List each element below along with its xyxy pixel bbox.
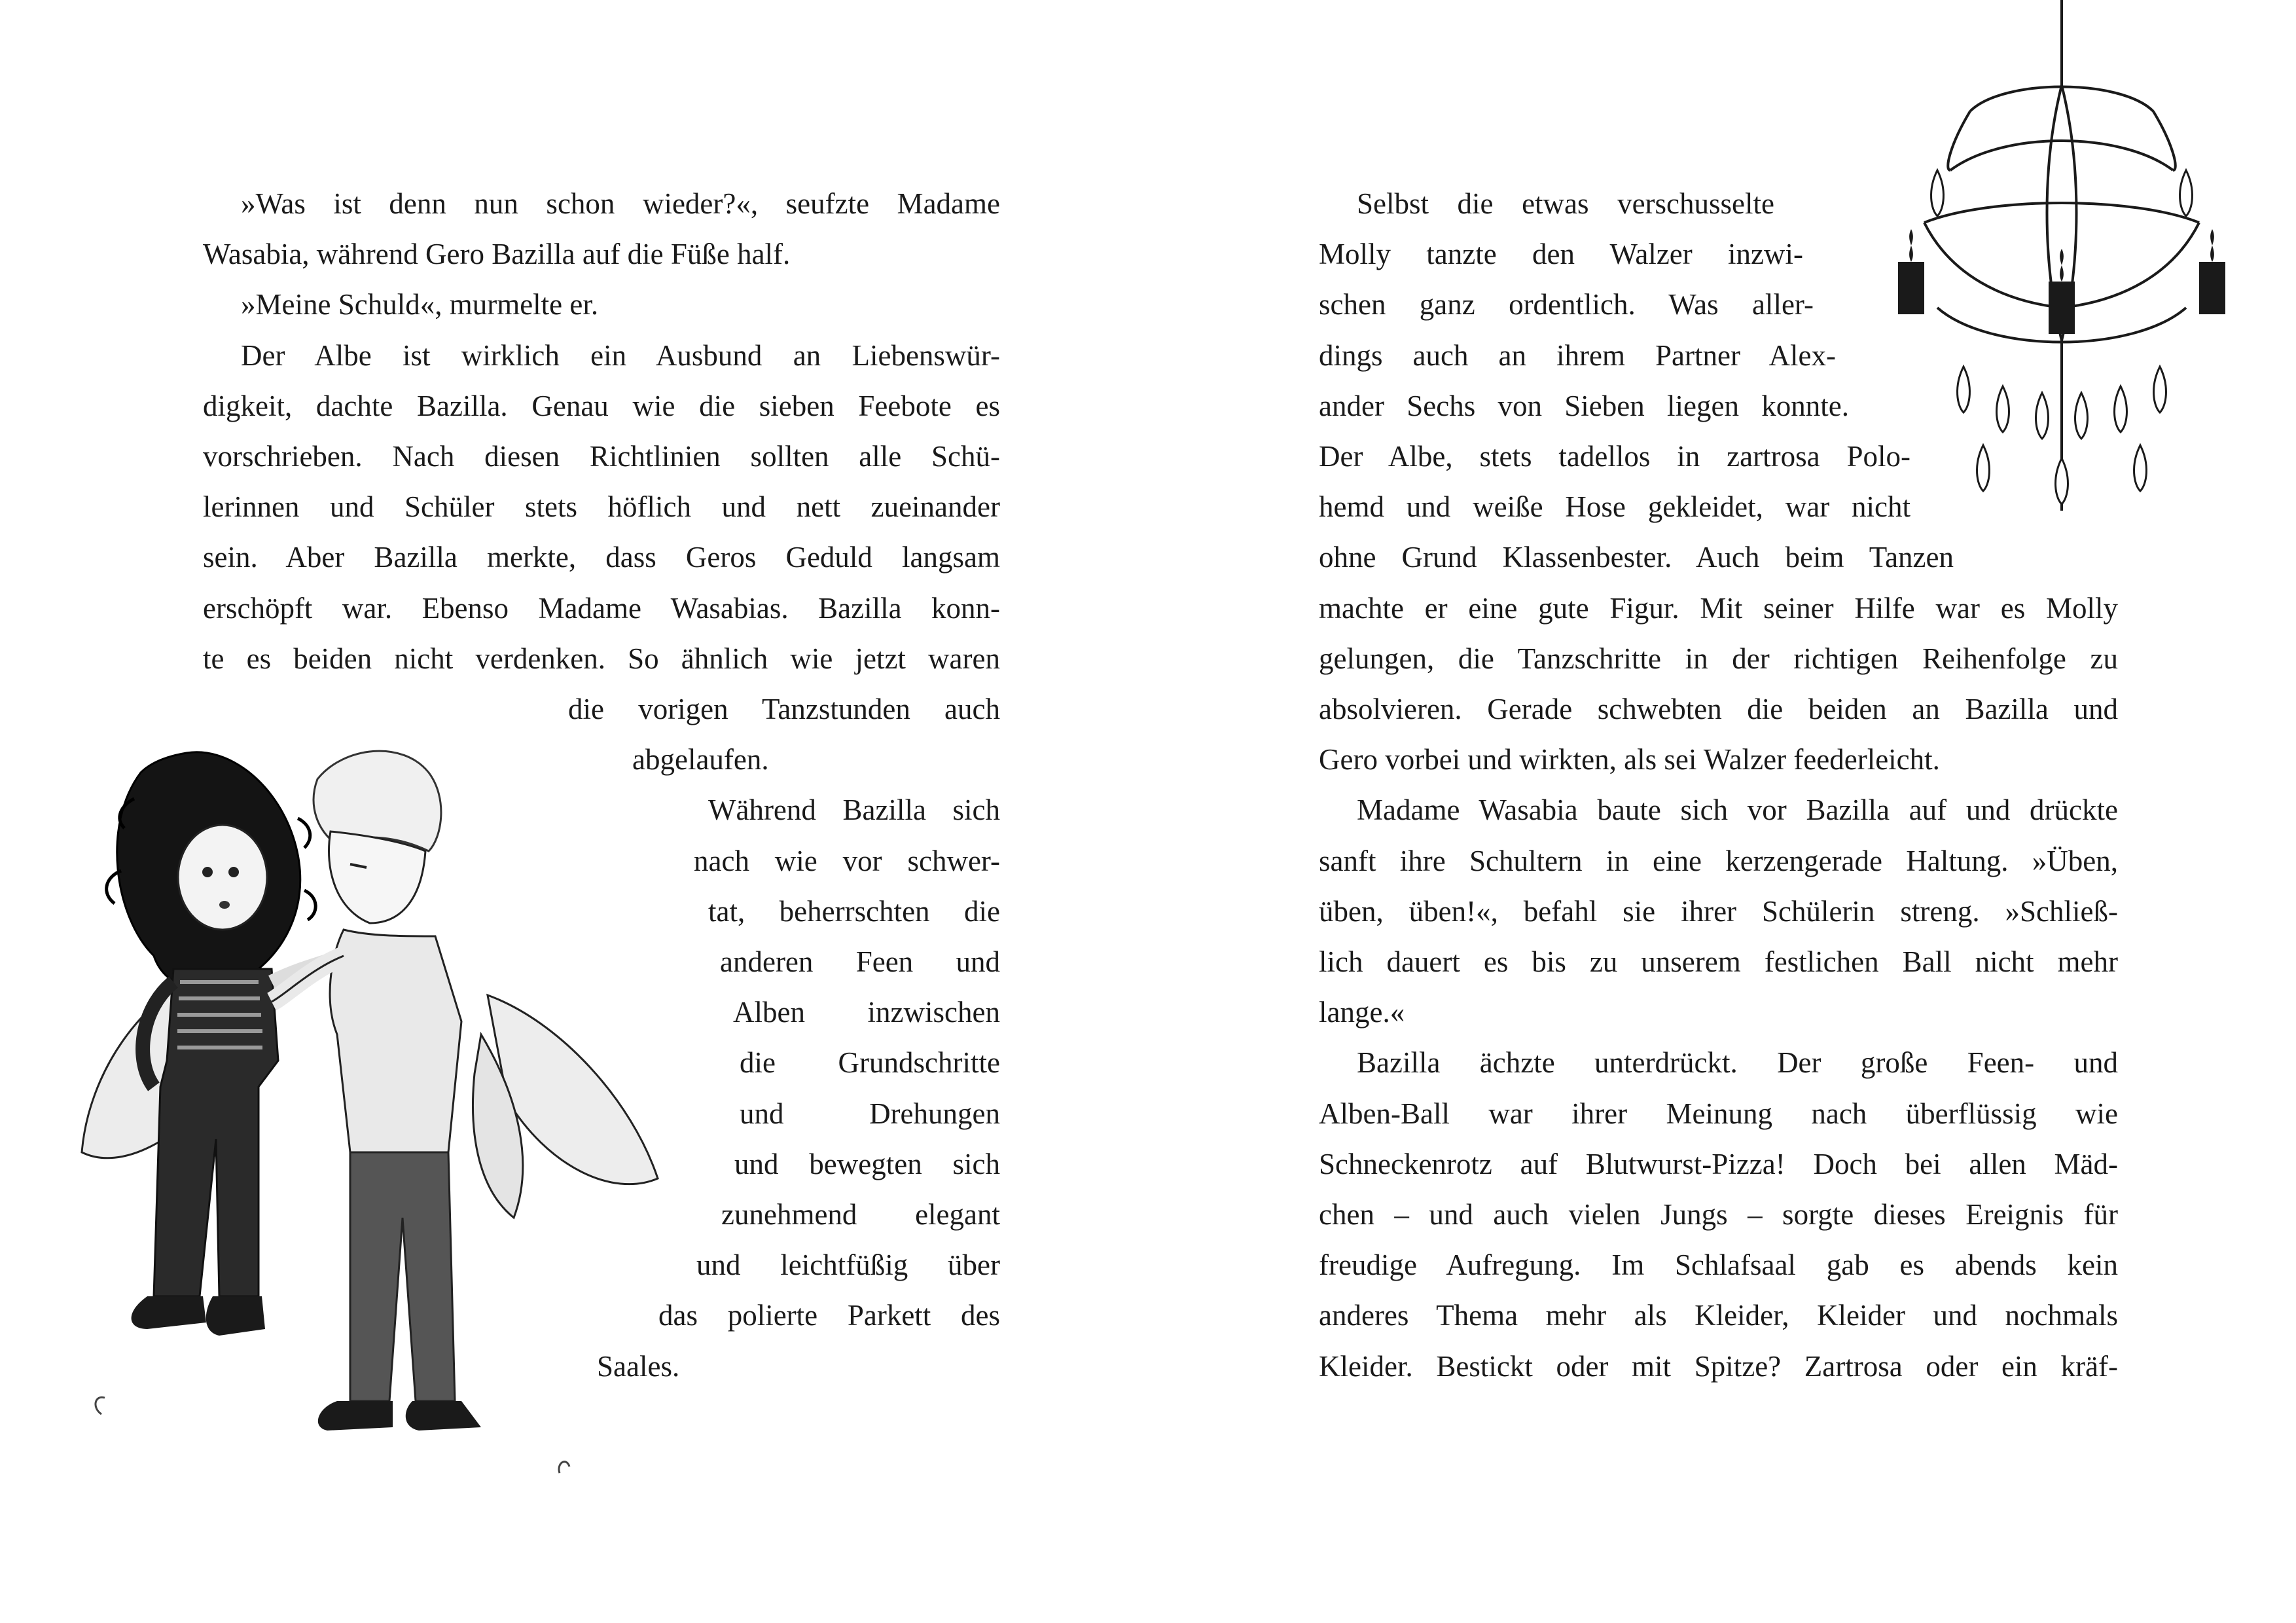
body-text-line: ohne Grund Klassenbester. Auch beim Tanzen [1319,541,1954,574]
body-text-line: Gero vorbei und wirkten, als sei Walzer feederleicht. [1319,743,1940,776]
body-text-line: und Drehungen [740,1097,1000,1130]
body-text-line: das polierte Parkett des [658,1299,1000,1332]
body-text-line: Molly tanzte den Walzer inzwi- [1319,238,1803,271]
body-text-line: Wasabia, während Gero Bazilla auf die Füße half. [203,238,791,271]
body-text-line: gelungen, die Tanzschritte in der richtigen Reihenfolge zu [1319,642,2118,675]
body-text-line: Saales. [597,1349,680,1383]
body-text-line: »Meine Schuld«, murmelte er. [241,288,599,321]
body-text-line: die vorigen Tanzstunden auch [568,693,1000,725]
body-text-line: sanft ihre Schultern in eine kerzengerade Haltung. »Üben, [1319,844,2118,877]
chandelier-illustration [1872,0,2238,570]
dancing-fairy-couple-illustration [62,720,704,1565]
body-text-line: lerinnen und Schüler stets höflich und nett zueinander [203,490,1000,524]
body-text-line: ander Sechs von Sieben liegen konnte. [1319,389,1849,422]
body-text-line: Der Albe ist wirklich ein Ausbund an Liebenswür- [241,338,1000,372]
body-text-line: tat, beherrschten die [708,894,1000,928]
body-text-line: anderen Feen und [720,945,1000,978]
body-text-line: digkeit, dachte Bazilla. Genau wie die sieben Feebote es [203,389,1000,422]
body-text-line: vorschrieben. Nach diesen Richtlinien sollten alle Schü- [203,440,1000,473]
body-text-line: dings auch an ihrem Partner Alex- [1319,338,1836,372]
body-text-line: Alben-Ball war ihrer Meinung nach überflüssig wie [1319,1097,2118,1130]
body-text-line: »Was ist denn nun schon wieder?«, seufzte Madame [241,187,1000,220]
body-text-line: hemd und weiße Hose gekleidet, war nicht [1319,490,1910,524]
body-text-line: Während Bazilla sich [708,793,1000,827]
body-text-line: chen – und auch vielen Jungs – sorgte dieses Ereignis für [1319,1198,2118,1231]
body-text-line: sein. Aber Bazilla merkte, dass Geros Geduld langsam [203,541,1000,574]
body-text-line: nach wie vor schwer- [694,844,1000,877]
body-text-line: Der Albe, stets tadellos in zartrosa Polo- [1319,440,1910,473]
body-text-line: Kleider. Bestickt oder mit Spitze? Zartrosa oder ein kräf- [1319,1349,2118,1383]
body-text-line: machte er eine gute Figur. Mit seiner Hilfe war es Molly [1319,591,2118,625]
body-text-line: erschöpft war. Ebenso Madame Wasabias. Bazilla konn- [203,591,1000,625]
body-text-line: schen ganz ordentlich. Was aller- [1319,288,1814,321]
body-text-line: zunehmend elegant [721,1198,1000,1231]
body-text-line: absolvieren. Gerade schwebten die beiden an Bazilla und [1319,693,2118,725]
body-text-line: anderes Thema mehr als Kleider, Kleider und nochmals [1319,1299,2118,1332]
body-text-line: Selbst die etwas verschusselte [1357,187,1774,220]
body-text-line: lich dauert es bis zu unserem festlichen Ball nicht mehr [1319,945,2118,978]
body-text-line: freudige Aufregung. Im Schlafsaal gab es abends kein [1319,1249,2118,1282]
body-text-line: die Grundschritte [740,1046,1000,1080]
body-text-line: lange.« [1319,996,1405,1029]
body-text-line: Bazilla ächzte unterdrückt. Der große Feen- und [1357,1046,2118,1080]
body-text-line: Madame Wasabia baute sich vor Bazilla auf und drückte [1357,793,2118,827]
body-text-line: te es beiden nicht verdenken. So ähnlich wie jetzt waren [203,642,1000,675]
body-text-line: und leichtfüßig über [696,1249,1000,1282]
body-text-line: abgelaufen. [632,743,769,776]
body-text-line: Alben inzwischen [733,996,1000,1029]
body-text-line: üben, üben!«, befahl sie ihrer Schülerin streng. »Schließ- [1319,894,2118,928]
body-text-line: Schneckenrotz auf Blutwurst-Pizza! Doch bei allen Mäd- [1319,1147,2118,1180]
body-text-line: und bewegten sich [734,1147,1000,1180]
